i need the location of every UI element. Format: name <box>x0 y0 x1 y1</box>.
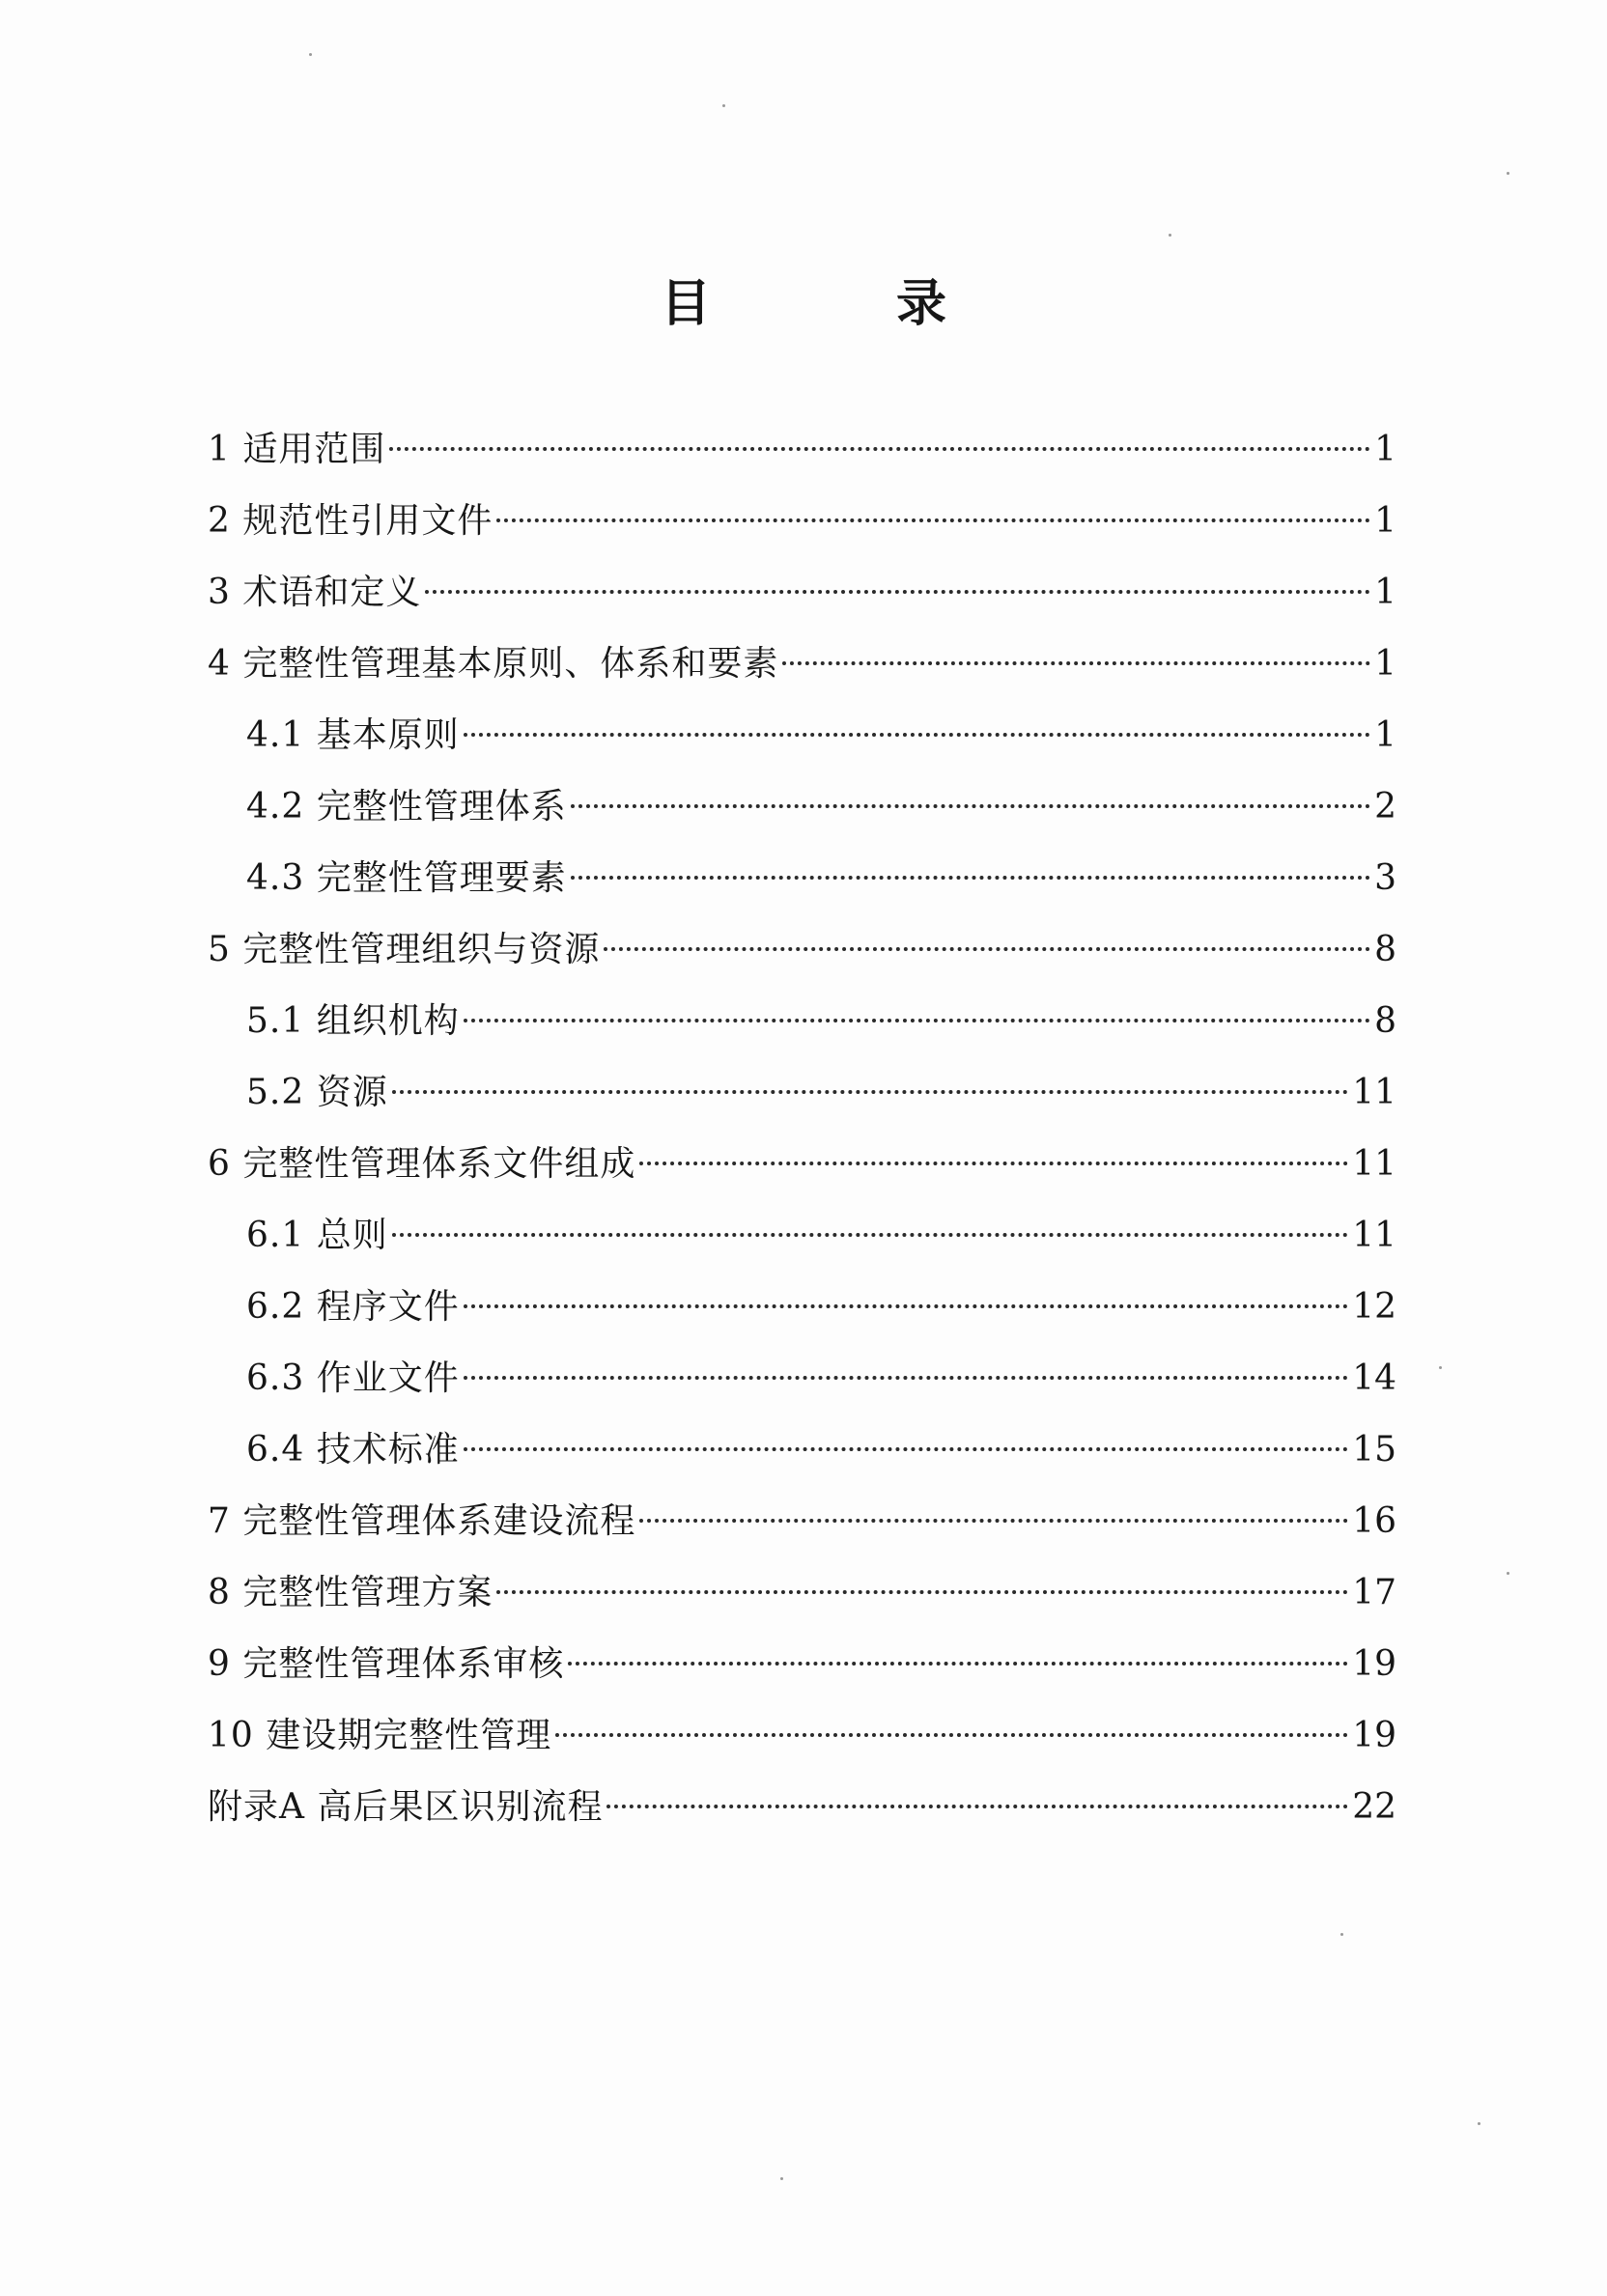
toc-entry[interactable] <box>208 637 1396 691</box>
toc-entry-page: 1 <box>1374 573 1396 612</box>
toc-leader-dots <box>568 1662 1348 1666</box>
scan-speck <box>722 104 725 107</box>
toc-entry[interactable] <box>208 923 1396 977</box>
toc-entry-label: 4.3 完整性管理要素 <box>246 858 567 898</box>
toc-leader-dots <box>606 1805 1348 1808</box>
toc-entry-label: 2 规范性引用文件 <box>208 501 493 541</box>
toc-entry-page: 12 <box>1352 1287 1396 1327</box>
toc-entry[interactable] <box>246 1280 1396 1334</box>
toc-leader-dots <box>555 1733 1348 1737</box>
toc-entry[interactable] <box>208 494 1396 548</box>
toc-entry-page: 17 <box>1352 1573 1396 1612</box>
toc-entry-page: 11 <box>1352 1144 1396 1184</box>
toc-entry-label: 4 完整性管理基本原则、体系和要素 <box>208 644 779 684</box>
toc-leader-dots <box>604 947 1370 951</box>
toc-entry-page: 15 <box>1352 1430 1396 1470</box>
toc-entry-label: 5.1 组织机构 <box>246 1001 460 1041</box>
toc-entry[interactable] <box>246 852 1396 906</box>
toc-entry[interactable] <box>246 780 1396 834</box>
toc-entry-label: 5 完整性管理组织与资源 <box>208 930 601 969</box>
toc-entry-label: 7 完整性管理体系建设流程 <box>208 1501 636 1541</box>
scan-speck <box>1507 1572 1509 1575</box>
toc-entry-page: 11 <box>1352 1216 1396 1255</box>
toc-entry[interactable] <box>208 1566 1396 1620</box>
toc-leader-dots <box>639 1519 1348 1523</box>
toc-entry-label: 4.1 基本原则 <box>246 715 460 755</box>
toc-entry-label: 9 完整性管理体系审核 <box>208 1644 565 1684</box>
toc-leader-dots <box>425 590 1370 594</box>
toc-entry[interactable] <box>246 1423 1396 1477</box>
toc-entry[interactable] <box>208 1780 1396 1834</box>
toc-entry-page: 1 <box>1374 715 1396 755</box>
toc-entry[interactable] <box>246 994 1396 1049</box>
toc-entry-label: 6 完整性管理体系文件组成 <box>208 1144 636 1184</box>
scan-speck <box>1439 1366 1442 1369</box>
scan-speck <box>1478 2122 1480 2125</box>
toc-entry-label: 1 适用范围 <box>208 430 386 469</box>
toc-leader-dots <box>464 1447 1348 1451</box>
toc-leader-dots <box>496 518 1370 522</box>
toc-leader-dots <box>571 876 1370 880</box>
scan-speck <box>1507 172 1509 175</box>
toc-entry-page: 11 <box>1352 1073 1396 1112</box>
toc-entry-label: 6.3 作业文件 <box>246 1358 460 1398</box>
toc-leader-dots <box>464 1304 1348 1308</box>
toc-entry-page: 19 <box>1352 1716 1396 1755</box>
page-title: 目 录 <box>660 274 1014 333</box>
toc-entry-label: 6.4 技术标准 <box>246 1430 460 1470</box>
toc-leader-dots <box>496 1590 1348 1594</box>
toc-entry[interactable] <box>246 1352 1396 1406</box>
toc-entry[interactable] <box>208 1137 1396 1191</box>
toc-entry[interactable] <box>208 1638 1396 1692</box>
toc-entry-label: 附录A 高后果区识别流程 <box>208 1787 604 1827</box>
toc-entry-page: 8 <box>1374 930 1396 969</box>
toc-leader-dots <box>464 1376 1348 1380</box>
toc-entry-label: 6.2 程序文件 <box>246 1287 460 1327</box>
toc-entry[interactable] <box>208 566 1396 620</box>
scan-speck <box>309 53 312 56</box>
toc-entry[interactable] <box>208 423 1396 477</box>
toc-entry-label: 6.1 总则 <box>246 1216 388 1255</box>
toc-entry-page: 16 <box>1352 1501 1396 1541</box>
scan-speck <box>1340 1933 1343 1936</box>
toc-entry-label: 8 完整性管理方案 <box>208 1573 493 1612</box>
toc-leader-dots <box>639 1162 1348 1165</box>
toc-entry[interactable] <box>208 1495 1396 1549</box>
scan-speck <box>1169 234 1171 237</box>
toc-leader-dots <box>392 1233 1348 1237</box>
toc-entry-label: 5.2 资源 <box>246 1073 388 1112</box>
toc-entry-page: 1 <box>1374 430 1396 469</box>
toc-entry-page: 2 <box>1374 787 1396 826</box>
toc-leader-dots <box>571 804 1370 808</box>
toc-entry[interactable] <box>246 1066 1396 1120</box>
toc-entry[interactable] <box>246 1209 1396 1263</box>
toc-entry-page: 14 <box>1352 1358 1396 1398</box>
toc-leader-dots <box>464 1019 1370 1022</box>
toc-entry-page: 22 <box>1352 1787 1396 1827</box>
toc-entry[interactable] <box>208 1709 1396 1763</box>
toc-entry-page: 8 <box>1374 1001 1396 1041</box>
toc-leader-dots <box>389 447 1370 451</box>
toc-entry-label: 3 术语和定义 <box>208 573 422 612</box>
toc-leader-dots <box>464 733 1370 737</box>
toc-entry-page: 1 <box>1374 644 1396 684</box>
toc-entry-page: 1 <box>1374 501 1396 541</box>
toc-entry-label: 10 建设期完整性管理 <box>208 1716 552 1755</box>
toc-leader-dots <box>782 661 1370 665</box>
scan-speck <box>780 2177 783 2180</box>
toc-entry-page: 19 <box>1352 1644 1396 1684</box>
toc-leader-dots <box>392 1090 1348 1094</box>
toc-entry-page: 3 <box>1374 858 1396 898</box>
toc-entry[interactable] <box>246 709 1396 763</box>
toc-entry-label: 4.2 完整性管理体系 <box>246 787 567 826</box>
